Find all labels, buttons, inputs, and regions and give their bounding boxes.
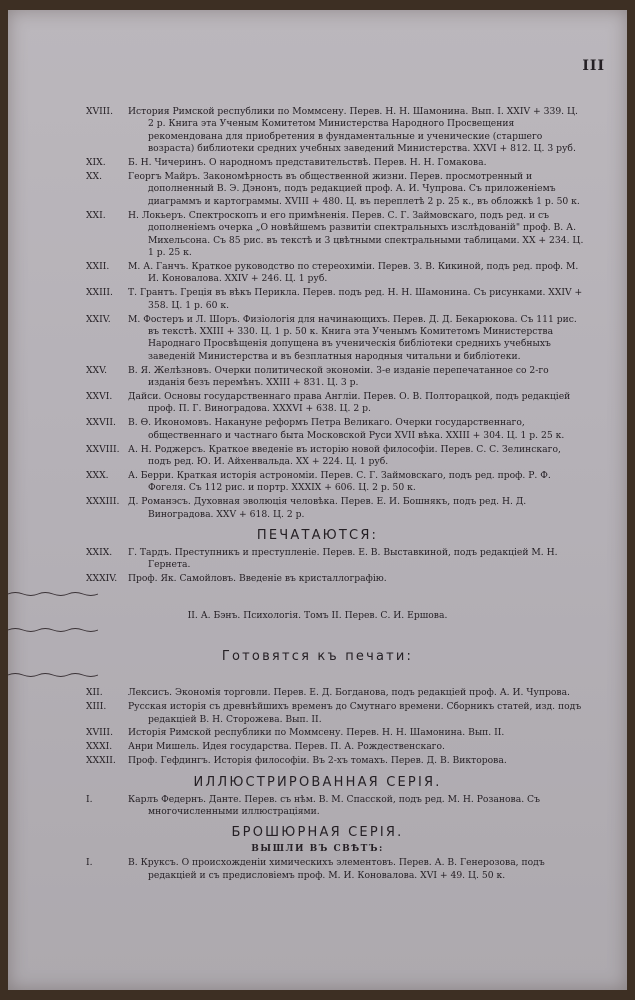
- list-item: [8, 755, 627, 767]
- list-item: [8, 287, 627, 312]
- entry-text: Георгъ Майръ. Закономѣрность въ общественной жизни. Перев. просмотренный и дополненный В. Э. Дэнонъ, подъ редакцией проф. А. И. Чупрова. Съ приложенiемъ диаграммъ и картограммы. XVIII + 480. Ц. въ переплетѣ 2 р. 25 к., въ обложкѣ 1 р. 50 к.: [128, 171, 580, 207]
- entry-text: Проф. Гефдингъ. Исторія философіи. Въ 2-хъ томахъ. Перев. Д. В. Викторова.: [128, 755, 507, 767]
- list-item: [8, 701, 627, 726]
- section-heading-printing: ПЕЧАТАЮТСЯ:: [256, 528, 379, 543]
- list-item: [8, 365, 627, 390]
- entry-text: Н. Локьеръ. Спектроскопъ и его примѣненія. Перев. С. Г. Займовскаго, подъ ред. и съ дополненіемъ очерка „О новѣйшемъ развитіи спектральныхъ изслѣдованій" проф. В. А. Михельсона. Съ 85 рис. въ текстѣ и 3 цвѣтными спектральными таблицами. XX + 234. Ц. 1 р. 25 к.: [128, 209, 584, 258]
- section-subheading-published: ВЫШЛИ ВЪ СВѢТЪ:: [251, 844, 384, 855]
- entry-text: А. Н. Роджерсъ. Краткое введеніе въ исторію новой философіи. Перев. С. С. Зелинскаго, подъ ред. Ю. И. Айхенвальда. XX + 224. Ц. 1 руб.: [128, 443, 561, 467]
- entry-text: Карлъ Федернъ. Данте. Перев. съ нѣм. В. М. Спасской, подъ ред. М. Н. Розанова. Съ многочисленными иллюстраціями.: [128, 793, 540, 818]
- entry-text: Анри Мишель. Идея государства. Перев. П. А. Рождественскаго.: [128, 741, 445, 753]
- list-item: [8, 210, 627, 260]
- entry-text: Лексисъ. Экономія торговли. Перев. Е. Д. Богданова, подъ редакціей проф. А. И. Чупрова.: [128, 687, 570, 699]
- list-item: [8, 106, 627, 156]
- entry-text: История Римской республики по Моммсену. Перев. Н. Н. Шамонина. Вып. I. XXIV + 339. Ц. 2 р. Книга эта Ученым Комитетом Министерства Народного Просвещения рекомендована для приобретения в фундаментальные и ученические (старшего возраста) библиотеки средних учебных заведений Министерства. XXVI + 812. Ц. 3 руб.: [128, 106, 578, 155]
- list-item: [8, 547, 627, 572]
- entry-number: XXVI.: [86, 390, 113, 402]
- ornamental-rule: [8, 591, 98, 597]
- entry-text: А. Берри. Краткая исторія астрономіи. Перев. С. Г. Займовскаго, подъ ред. проф. Р. Ф. Фогеля. Съ 112 рис. и портр. XXXIX + 606. Ц. 2 р. 50 к.: [128, 469, 551, 494]
- entry-number: XXXIV.: [86, 573, 118, 585]
- entry-number: XXX.: [86, 469, 109, 481]
- entry-number: XX.: [86, 171, 103, 183]
- section-heading-illustrated: ИЛЛЮСТРИРОВАННАЯ СЕРІЯ.: [193, 774, 442, 790]
- entry-number: XVIII.: [86, 106, 113, 117]
- entry-text: Исторія Римской республики по Моммсену. Перев. Н. Н. Шамонина. Вып. II.: [128, 727, 505, 739]
- entry-number: I.: [86, 793, 93, 805]
- entry-number: XII.: [86, 687, 103, 699]
- list-item: [8, 496, 627, 521]
- list-item: [8, 727, 627, 739]
- entry-text: Т. Грантъ. Греція въ вѣкъ Перикла. Перев. подъ ред. Н. Н. Шамонина. Съ рисунками. XXIV + 358. Ц. 1 р. 60 к.: [128, 287, 583, 311]
- list-item: [8, 470, 627, 495]
- list-item: [8, 444, 627, 469]
- book-page: [8, 10, 627, 990]
- entry-number: XXXIII.: [86, 496, 120, 508]
- section-heading-brochure: БРОШЮРНАЯ СЕРІЯ.: [231, 825, 404, 841]
- list-item: [8, 857, 627, 882]
- list-item: [8, 391, 627, 416]
- list-item: [8, 417, 627, 442]
- brochure-list: [8, 857, 627, 882]
- printing-list: [8, 547, 627, 586]
- list-item: [8, 261, 627, 286]
- ornamental-rule: [8, 627, 98, 633]
- entry-number: XXI.: [86, 209, 106, 221]
- entry-text: В. Круксъ. О происхожденіи химическихъ элементовъ. Перев. А. В. Генерозова, подъ редакціей и съ предисловіемъ проф. М. И. Коновалова. XVI + 49. Ц. 50 к.: [128, 857, 545, 881]
- entry-number: XXVIII.: [86, 443, 120, 455]
- section-heading-preparing: Готовятся къ печати:: [221, 649, 414, 665]
- entry-text: Г. Тардъ. Преступникъ и преступленіе. Перев. Е. В. Выставкиной, подъ редакціей М. Н. Гернета.: [128, 547, 558, 571]
- entry-number: XXIII.: [86, 287, 113, 299]
- page-content: [8, 106, 627, 884]
- list-item: [8, 687, 627, 699]
- list-item: [8, 314, 627, 364]
- entry-number: I.: [86, 857, 93, 869]
- printing-extra-line: II. А. Бэнъ. Психологія. Томъ II. Перев. С. И. Ершова.: [187, 610, 448, 622]
- entry-number: XXIX.: [86, 547, 113, 558]
- list-item: [8, 741, 627, 753]
- entry-text: Б. Н. Чичеринъ. О народномъ представительствѣ. Перев. Н. Н. Гомакова.: [128, 157, 487, 169]
- list-item: [8, 157, 627, 169]
- list-item: [8, 794, 627, 819]
- entry-number: XXXII.: [86, 755, 116, 767]
- entry-number: XXXI.: [86, 741, 113, 753]
- entry-text: Дайси. Основы государственнаго права Англіи. Перев. О. В. Полторацкой, подъ редакціей проф. П. Г. Виноградова. XXXVI + 638. Ц. 2 р.: [128, 390, 571, 415]
- list-item: [8, 171, 627, 208]
- entry-text: В. Я. Желѣзновъ. Очерки политической экономіи. 3-е изданіе перепечатанное со 2-го изданія безъ перемѣнъ. XXIII + 831. Ц. 3 р.: [128, 364, 549, 389]
- entry-text: В. Ө. Икономовъ. Накануне реформъ Петра Великаго. Очерки государственнаго, общественнаго и частнаго быта Московской Руси XVII вѣка. XXIII + 304. Ц. 1 р. 25 к.: [128, 417, 565, 441]
- entry-number: XXVII.: [86, 417, 116, 429]
- page-number: III: [582, 58, 605, 74]
- published-list: [8, 106, 627, 521]
- entry-text: Проф. Як. Самойловъ. Введеніе въ кристаллографію.: [128, 573, 387, 585]
- entry-number: XXV.: [86, 364, 108, 376]
- list-item: [8, 573, 627, 585]
- entry-text: М. Фостеръ и Л. Шоръ. Физіологія для начинающихъ. Перев. Д. Д. Бекарюкова. Съ 111 рис. въ текстѣ. XXIII + 330. Ц. 1 р. 50 к. Книга эта Ученымъ Комитетомъ Министерства Народнаго Просвѣщенія допущена въ ученическія библiотеки среднихъ учебныхъ заведеній Министерства и въ безплатныя народныя читальни и библiотеки.: [128, 313, 577, 362]
- entry-text: М. А. Ганчъ. Краткое руководство по стереохимiи. Перев. З. В. Кикиной, подъ ред. проф. М. И. Коновалова. XXIV + 246. Ц. 1 руб.: [128, 260, 579, 285]
- entry-text: Д. Романэсъ. Духовная эволюція человѣка. Перев. Е. И. Бошнякъ, подъ ред. Н. Д. Виноградова. XXV + 618. Ц. 2 р.: [128, 496, 527, 520]
- entry-number: XIX.: [86, 157, 106, 169]
- entry-number: XIII.: [86, 701, 107, 713]
- preparing-list: [8, 687, 627, 767]
- entry-number: XVIII.: [86, 727, 113, 739]
- entry-number: XXIV.: [86, 313, 111, 325]
- entry-text: Русская исторія съ древнѣйшихъ временъ до Смутнаго времени. Сборникъ статей, изд. подъ редакціей В. Н. Сторожева. Вып. II.: [128, 701, 582, 725]
- illustrated-list: [8, 794, 627, 819]
- entry-number: XXII.: [86, 260, 110, 272]
- ornamental-rule: [8, 672, 98, 678]
